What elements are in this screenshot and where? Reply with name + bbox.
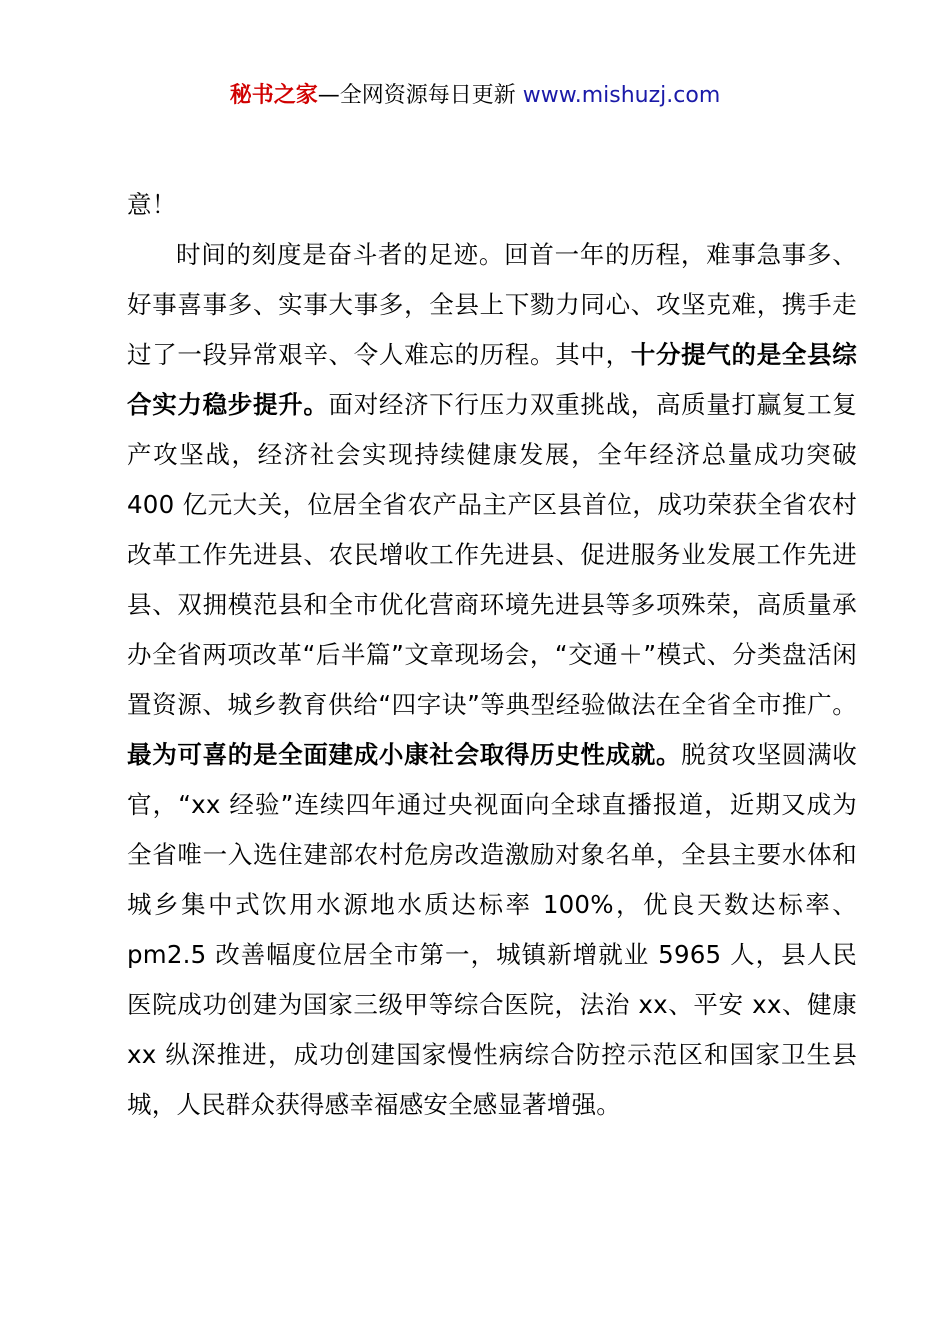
page-header — [0, 80, 950, 112]
document-body — [127, 180, 857, 1130]
text-segment: 脱贫攻坚圆满收官，“xx 经验”连续四年通过央视面向全球直播报道，近期又成为全省唯一入选住建部农村危房改造激励对象名单，全县主要水体和城乡集中式饮用水源地水质达标率 100%，优良天数达标率、pm2.5 改善幅度位居全市第一，城镇新增就业 5965 人，县人民医院成功创建为国家三级甲等综合医院，法治 xx、平安 xx、健康 xx 纵深推进，成功创建国家慢性病综合防控示范区和国家卫生县城，人民群众获得感幸福感安全感显著增强。 — [127, 740, 857, 1119]
header-tagline: —全网资源每日更新 — [317, 83, 523, 108]
text-segment: 时间的刻度是奋斗者的足迹。回首一年的历程，难事急事多、好事喜事多、实事大事多，全县上下勠力同心、攻坚克难，携手走过了一段异常艰辛、令人难忘的历程。其中， — [127, 240, 857, 369]
bold-highlight: 最为可喜的是全面建成小康社会取得历史性成就。 — [127, 740, 682, 769]
paragraph-main — [127, 230, 857, 1130]
text-segment: 面对经济下行压力双重挑战，高质量打赢复工复产攻坚战，经济社会实现持续健康发展，全年经济总量成功突破 400 亿元大关，位居全省农产品主产区县首位，成功荣获全省农村改革工作先进县、农民增收工作先进县、促进服务业发展工作先进县、双拥模范县和全市优化营商环境先进县等多项殊荣，高质量承办全省两项改革“后半篇”文章现场会，“交通＋”模式、分类盘活闲置资源、城乡教育供给“四字诀”等典型经验做法在全省全市推广。 — [127, 390, 857, 719]
brand-name: 秘书之家 — [229, 83, 318, 108]
bold-highlight: 十分提气的是全县综合实力稳步提升。 — [127, 340, 857, 419]
site-url-link[interactable]: www.mishuzj.com — [522, 83, 721, 108]
paragraph-continuation: 意！ — [127, 190, 177, 219]
